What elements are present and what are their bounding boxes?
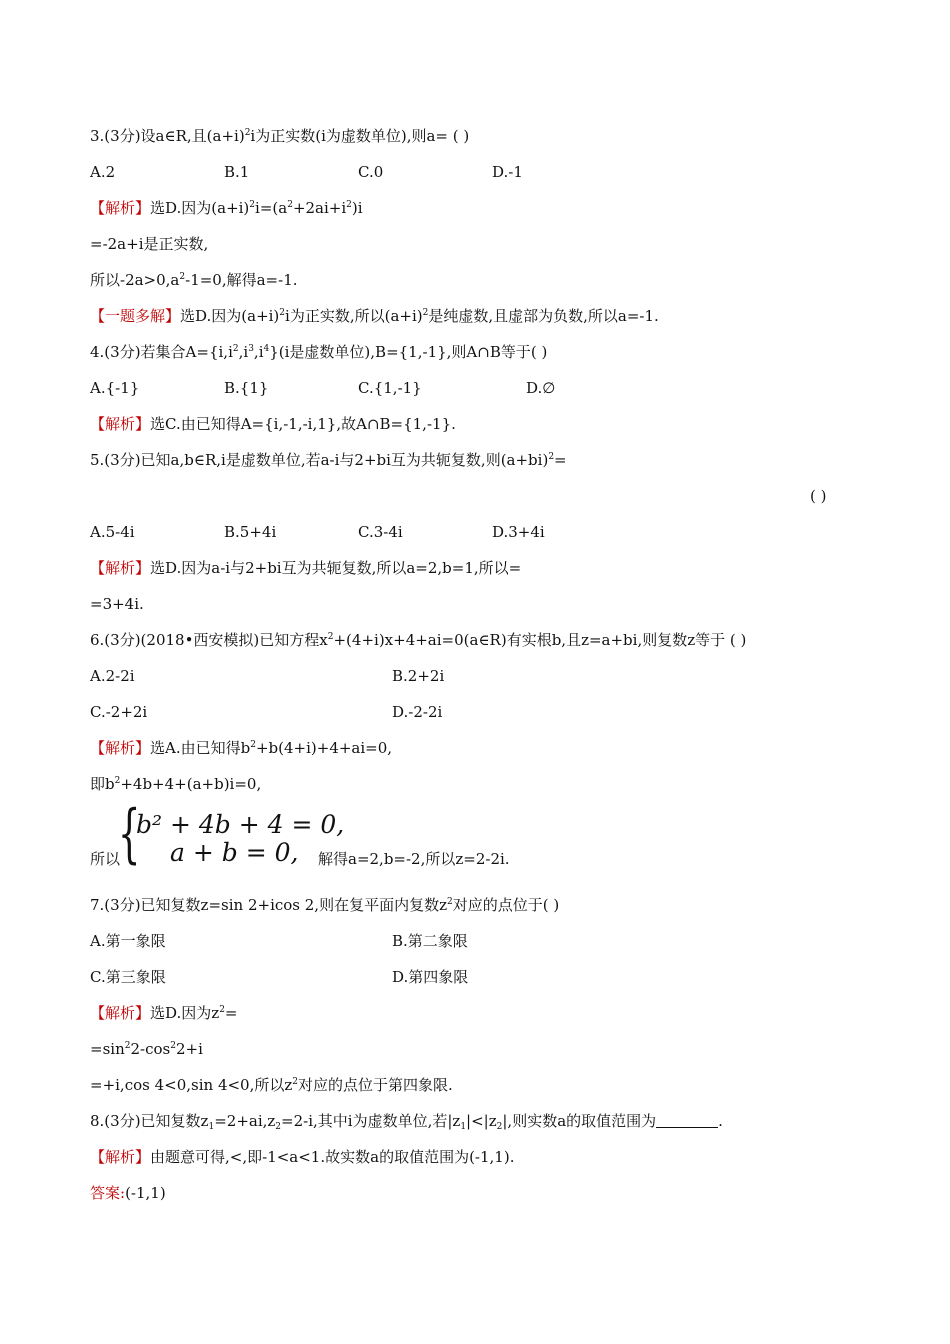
q4-stem: 4.(3分)若集合$A=\{i,i^2,i^3,i^4\}(i$是虚数单位),B={1,-1},则A∩B等于( ) — [90, 343, 548, 361]
q4-option-d: D.∅ — [526, 379, 556, 397]
q5-solution-line2: =3+4i. — [90, 595, 144, 613]
alt-solution-tag: 【一题多解】 — [90, 307, 181, 325]
q5-option-d: D.3+4i — [492, 523, 545, 541]
q7-stem: 7.(3分)已知复数z=sin 2+icos 2,则在复平面内复数$z^2$对应的点位于( ) — [90, 896, 560, 914]
q3-option-d: D.-1 — [492, 163, 523, 181]
solution-tag: 【解析】 — [90, 739, 151, 757]
q8-solution: 【解析】由题意可得,<,即-1<a<1.故实数a的取值范围为(-1,1). — [90, 1148, 515, 1166]
q5-option-c: C.3-4i — [358, 523, 403, 541]
q6-option-a: A.2-2i — [90, 667, 135, 685]
q7-option-b: B.第二象限 — [392, 932, 468, 950]
q7-solution-line3: =+i,cos 4<0,sin 4<0,所以$z^2$对应的点位于第四象限. — [90, 1076, 453, 1094]
equation-line-2: a + b = 0, — [170, 838, 299, 867]
q4-option-b: B.{1} — [224, 379, 269, 397]
q6-stem: 6.(3分)(2018•西安模拟)已知方程$x^2+(4+i)x+4+ai=0(a\in R)$有实根b,且z=a+bi,则复数z等于 ( ) — [90, 631, 747, 649]
q5-option-b: B.5+4i — [224, 523, 277, 541]
q7-option-c: C.第三象限 — [90, 968, 166, 986]
q6-option-d: D.-2-2i — [392, 703, 443, 721]
q3-alt-solution: 【一题多解】选D.因为$(a+i)^2i$为正实数,所以$(a+i)^2$是纯虚数,且虚部为负数,所以a=-1. — [90, 307, 659, 325]
q7-option-d: D.第四象限 — [392, 968, 469, 986]
q5-option-a: A.5-4i — [90, 523, 135, 541]
q6-option-b: B.2+2i — [392, 667, 445, 685]
q7-option-a: A.第一象限 — [90, 932, 166, 950]
q4-option-a: A.{-1} — [90, 379, 140, 397]
q3-option-a: A.2 — [90, 163, 116, 181]
solution-tag: 【解析】 — [90, 1148, 151, 1166]
answer-tag: 答案: — [90, 1184, 126, 1202]
q6-solution-result: 解得a=2,b=-2,所以z=2-2i. — [318, 850, 510, 868]
q3-solution-line2: =-2a+i是正实数, — [90, 235, 209, 253]
q3-option-b: B.1 — [224, 163, 250, 181]
solution-tag: 【解析】 — [90, 415, 151, 433]
q8-answer: 答案:(-1,1) — [90, 1184, 166, 1202]
solution-tag: 【解析】 — [90, 559, 151, 577]
q4-solution: 【解析】选C.由已知得A={i,-1,-i,1},故A∩B={1,-1}. — [90, 415, 456, 433]
solution-tag: 【解析】 — [90, 199, 151, 217]
q4-option-c: C.{1,-1} — [358, 379, 422, 397]
q6-solution-prefix: 所以 — [90, 850, 121, 868]
q5-solution-line1: 【解析】选D.因为a-i与2+bi互为共轭复数,所以a=2,b=1,所以= — [90, 559, 522, 577]
q5-stem: 5.(3分)已知a,b∈R,i是虚数单位,若a-i与2+bi互为共轭复数,则$(a+bi)^2=$ — [90, 451, 567, 469]
q8-stem: 8.(3分)已知复数$z_1=2+ai,z_2=2-i$,其中i为虚数单位,若$|z_1|<|z_2|$,则实数a的取值范围为 . — [90, 1112, 723, 1132]
q3-solution-line1: 【解析】选D.因为$(a+i)^2i=(a^2+2ai+i^2)i$ — [90, 199, 363, 217]
q7-solution-line2: $=\sin^22-\cos^22+i$ — [90, 1040, 203, 1058]
answer-blank — [656, 1113, 718, 1128]
q5-answer-paren: ( ) — [810, 487, 827, 505]
brace-icon: { — [118, 797, 141, 871]
solution-tag: 【解析】 — [90, 1004, 151, 1022]
equation-line-1: b² + 4b + 4 = 0, — [136, 810, 345, 839]
q6-solution-line2: 即$b^2+4b+4+(a+b)i=0$, — [90, 775, 262, 793]
q3-solution-line3: 所以$-2a>0,a^2-1=0$,解得a=-1. — [90, 271, 298, 289]
q6-option-c: C.-2+2i — [90, 703, 148, 721]
q6-solution-line1: 【解析】选A.由已知得$b^2+b(4+i)+4+ai=0$, — [90, 739, 393, 757]
q3-stem: 3.(3分)设a∈R,且$(a+i)^2i$为正实数(i为虚数单位),则a= ( ) — [90, 127, 470, 145]
q3-option-c: C.0 — [358, 163, 384, 181]
equation-system — [118, 797, 345, 871]
q7-solution-line1: 【解析】选D.因为$z^2=$ — [90, 1004, 238, 1022]
